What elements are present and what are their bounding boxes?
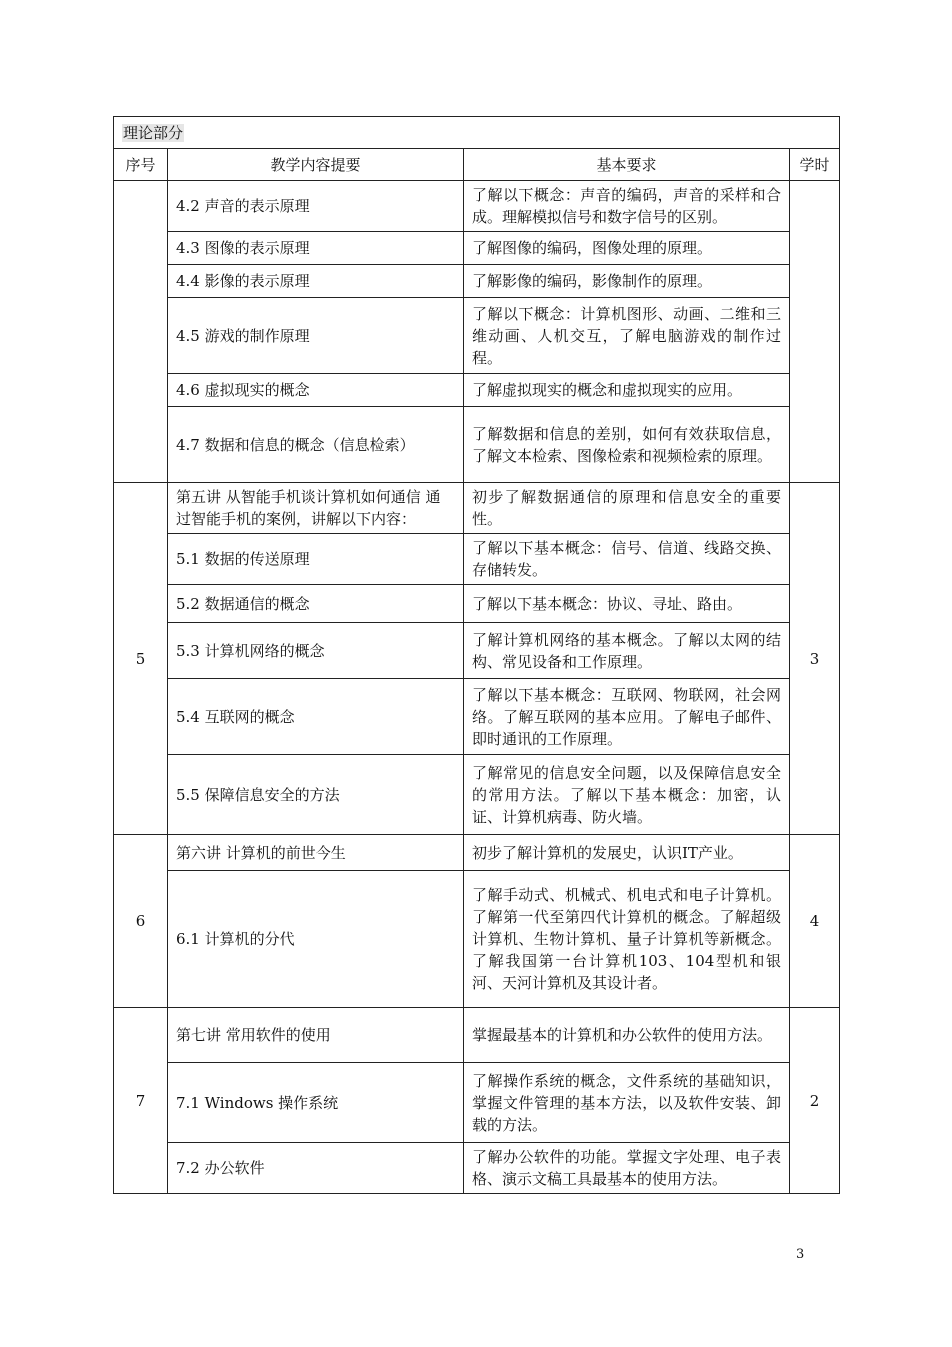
lecture-number: 7 [114, 1008, 168, 1194]
topic-cell: 4.2 声音的表示原理 [168, 181, 464, 232]
table-row [114, 755, 840, 835]
requirement-cell: 初步了解数据通信的原理和信息安全的重要性。 [464, 483, 790, 534]
table-row [114, 835, 840, 871]
header-number: 序号 [114, 149, 168, 181]
topic-cell: 4.4 影像的表示原理 [168, 265, 464, 298]
table-row [114, 181, 840, 232]
page-number: 3 [796, 1247, 805, 1262]
requirement-cell: 了解以下基本概念：信号、信道、线路交换、存储转发。 [464, 534, 790, 585]
section-title-cell [114, 117, 840, 149]
table-row [114, 298, 840, 374]
hours-cell: 2 [790, 1008, 840, 1194]
lecture-number: 6 [114, 835, 168, 1008]
requirement-cell: 了解以下基本概念：协议、寻址、路由。 [464, 585, 790, 623]
table-row [114, 232, 840, 265]
requirement-cell: 了解影像的编码，影像制作的原理。 [464, 265, 790, 298]
requirement-cell: 初步了解计算机的发展史，认识IT产业。 [464, 835, 790, 871]
table-row [114, 871, 840, 1008]
table-row [114, 374, 840, 407]
topic-cell: 5.1 数据的传送原理 [168, 534, 464, 585]
topic-cell: 5.2 数据通信的概念 [168, 585, 464, 623]
table-row [114, 623, 840, 679]
requirement-cell: 了解办公软件的功能。掌握文字处理、电子表格、演示文稿工具最基本的使用方法。 [464, 1143, 790, 1194]
table-row [114, 1143, 840, 1194]
syllabus-table [113, 116, 840, 1194]
requirement-cell: 掌握最基本的计算机和办公软件的使用方法。 [464, 1008, 790, 1063]
hours-cell: 3 [790, 483, 840, 835]
header-content: 教学内容提要 [168, 149, 464, 181]
lecture-number [114, 181, 168, 483]
topic-cell: 6.1 计算机的分代 [168, 871, 464, 1008]
header-row [114, 149, 840, 181]
table-row [114, 679, 840, 755]
hours-cell [790, 181, 840, 483]
requirement-cell: 了解以下概念：计算机图形、动画、二维和三维动画、人机交互，了解电脑游戏的制作过程。 [464, 298, 790, 374]
lecture-number: 5 [114, 483, 168, 835]
topic-cell: 7.1 Windows 操作系统 [168, 1063, 464, 1143]
topic-cell: 5.4 互联网的概念 [168, 679, 464, 755]
requirement-cell: 了解虚拟现实的概念和虚拟现实的应用。 [464, 374, 790, 407]
topic-cell: 5.5 保障信息安全的方法 [168, 755, 464, 835]
topic-cell: 第五讲 从智能手机谈计算机如何通信 通过智能手机的案例，讲解以下内容： [168, 483, 464, 534]
requirement-cell: 了解手动式、机械式、机电式和电子计算机。了解第一代至第四代计算机的概念。了解超级计算机、生物计算机、量子计算机等新概念。了解我国第一台计算机103、104型机和银河、天河计算机及其设计者。 [464, 871, 790, 1008]
topic-cell: 7.2 办公软件 [168, 1143, 464, 1194]
requirement-cell: 了解数据和信息的差别，如何有效获取信息，了解文本检索、图像检索和视频检索的原理。 [464, 407, 790, 483]
table-row [114, 265, 840, 298]
table-row [114, 1008, 840, 1063]
hours-cell: 4 [790, 835, 840, 1008]
table-row [114, 483, 840, 534]
requirement-cell: 了解计算机网络的基本概念。了解以太网的结构、常见设备和工作原理。 [464, 623, 790, 679]
requirement-cell: 了解操作系统的概念，文件系统的基础知识，掌握文件管理的基本方法，以及软件安装、卸载的方法。 [464, 1063, 790, 1143]
table-body [114, 117, 840, 1194]
table-row [114, 1063, 840, 1143]
requirement-cell: 了解常见的信息安全问题，以及保障信息安全的常用方法。了解以下基本概念：加密，认证、计算机病毒、防火墙。 [464, 755, 790, 835]
topic-cell: 4.6 虚拟现实的概念 [168, 374, 464, 407]
section-title: 理论部分 [123, 123, 184, 142]
table-row [114, 534, 840, 585]
header-hours: 学时 [790, 149, 840, 181]
topic-cell: 第六讲 计算机的前世今生 [168, 835, 464, 871]
topic-cell: 第七讲 常用软件的使用 [168, 1008, 464, 1063]
table-row [114, 585, 840, 623]
table-row [114, 407, 840, 483]
requirement-cell: 了解以下基本概念：互联网、物联网，社会网络。了解互联网的基本应用。了解电子邮件、即时通讯的工作原理。 [464, 679, 790, 755]
requirement-cell: 了解以下概念：声音的编码，声音的采样和合成。理解模拟信号和数字信号的区别。 [464, 181, 790, 232]
topic-cell: 4.7 数据和信息的概念（信息检索） [168, 407, 464, 483]
header-requirements: 基本要求 [464, 149, 790, 181]
topic-cell: 5.3 计算机网络的概念 [168, 623, 464, 679]
topic-cell: 4.5 游戏的制作原理 [168, 298, 464, 374]
topic-cell: 4.3 图像的表示原理 [168, 232, 464, 265]
requirement-cell: 了解图像的编码，图像处理的原理。 [464, 232, 790, 265]
